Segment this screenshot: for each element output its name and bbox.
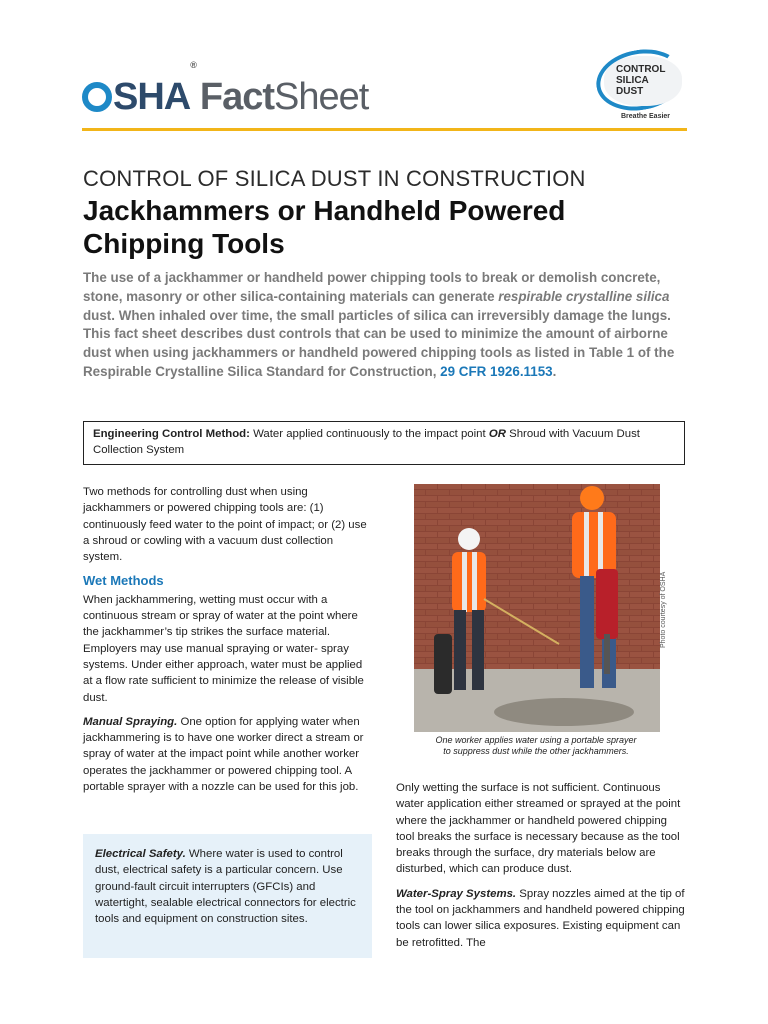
title-line-2: Chipping Tools [83, 228, 285, 259]
methods-intro-paragraph: Two methods for controlling dust when using jackhammers or powered chipping tools are: (1) continuously feed water to the point of impact; or (2) use a shroud or cowling with a vacuum dust collection system. [83, 486, 367, 564]
ecm-label: Engineering Control Method: [93, 428, 250, 440]
badge-tagline: Breathe Easier [621, 113, 671, 120]
jackhammer-photo [414, 484, 660, 732]
badge-line-control: CONTROL [616, 64, 666, 75]
wet-methods-paragraph: When jackhammering, wetting must occur with a continuous stream or spray of water at the point where the jackhammer’s tip strikes the surface material. Employers may use manual spraying or water- spray systems. Under either approach, water must be applied at a flow rate sufficient to minimize the release of visible dust. [83, 593, 364, 704]
ecm-or: OR [488, 428, 506, 440]
electrical-safety-label: Electrical Safety. [95, 848, 186, 860]
header-gold-rule [82, 128, 687, 131]
intro-end: . [552, 363, 557, 379]
water-spray-paragraph [396, 886, 688, 951]
photo-caption [405, 735, 667, 757]
manual-spraying-paragraph [83, 714, 373, 795]
caption-line-1: One worker applies water using a portable sprayer [435, 735, 637, 745]
title-line-1: Jackhammers or Handheld Powered [83, 195, 566, 226]
electrical-safety-box [83, 834, 372, 958]
ecm-text-2: Shroud with Vacuum Dust Collection System [93, 428, 640, 456]
left-column [83, 484, 373, 803]
workers-photo-illustration [414, 484, 660, 732]
topic-kicker: CONTROL OF SILICA DUST IN CONSTRUCTION [83, 166, 586, 191]
water-spray-text: Spray nozzles aimed at the tip of the tool on jackhammers and handheld powered chipping tools can lower silica exposures. Existing equipment can be retrofitted. The [396, 887, 685, 949]
osha-factsheet-logo [82, 60, 369, 119]
wet-methods-heading: Wet Methods [83, 573, 164, 589]
right-column [396, 780, 688, 959]
electrical-safety-text: Where water is used to control dust, electrical safety is a particular concern. Use ground-fault circuit interrupters (GFCIs) and watertight, sealable electrical connectors for electric tools and equipment on construction sites. [95, 848, 356, 926]
intro-text-2: dust. When inhaled over time, the small particles of silica can irreversibly damage the lungs. This fact sheet describes dust controls that can be used to minimize the amount of airborne dust when using jackhammers or handheld powered chipping tools as listed in Table 1 of the Respirable Crystalline Silica Standard for Construction, [83, 307, 675, 379]
intro-paragraph [83, 269, 688, 382]
caption-line-2: to suppress dust while the other jackhammers. [443, 746, 629, 756]
photo-credit: Photo courtesy of OSHA [660, 571, 667, 648]
badge-line-dust: DUST [616, 86, 644, 97]
wetting-paragraph: Only wetting the surface is not sufficient. Continuous water application either streamed or sprayed at the point where the jackhammer or handheld powered chipping tool breaks the surface is necessary because as the tool breaks through the surface, dry materials below are disturbed, which can produce dust. [396, 782, 681, 876]
logo-sheet-word: Sheet [274, 76, 369, 118]
osha-logo [82, 60, 196, 119]
ecm-text-1: Water applied continuously to the impact point [249, 428, 489, 440]
badge-line-silica: SILICA [616, 75, 649, 86]
cfr-link[interactable]: 29 CFR 1926.1153 [440, 363, 553, 379]
control-silica-dust-badge [596, 50, 688, 122]
osha-o-ring-icon [82, 82, 112, 112]
intro-text-1: The use of a jackhammer or handheld power chipping tools to break or demolish concrete, stone, masonry or other silica-containing materials can generate [83, 270, 661, 304]
rubble [494, 698, 634, 726]
osha-logo-text: SHA [113, 76, 191, 118]
registered-mark: ® [190, 60, 196, 70]
logo-fact-word: Fact [199, 76, 275, 118]
manual-spraying-text: One option for applying water when jackhammering is to have one worker direct a stream or spray of water at the impact point while another worker operates the jackhammer or powered chipping tool. A portable sprayer with a nozzle can be used for this job. [83, 715, 364, 794]
manual-spraying-label: Manual Spraying. [83, 715, 178, 728]
page-title [83, 194, 683, 260]
engineering-control-box [83, 421, 685, 465]
badge-text [616, 64, 665, 97]
intro-emphasis: respirable crystalline silica [498, 288, 670, 304]
water-spray-label: Water-Spray Systems. [396, 887, 517, 900]
